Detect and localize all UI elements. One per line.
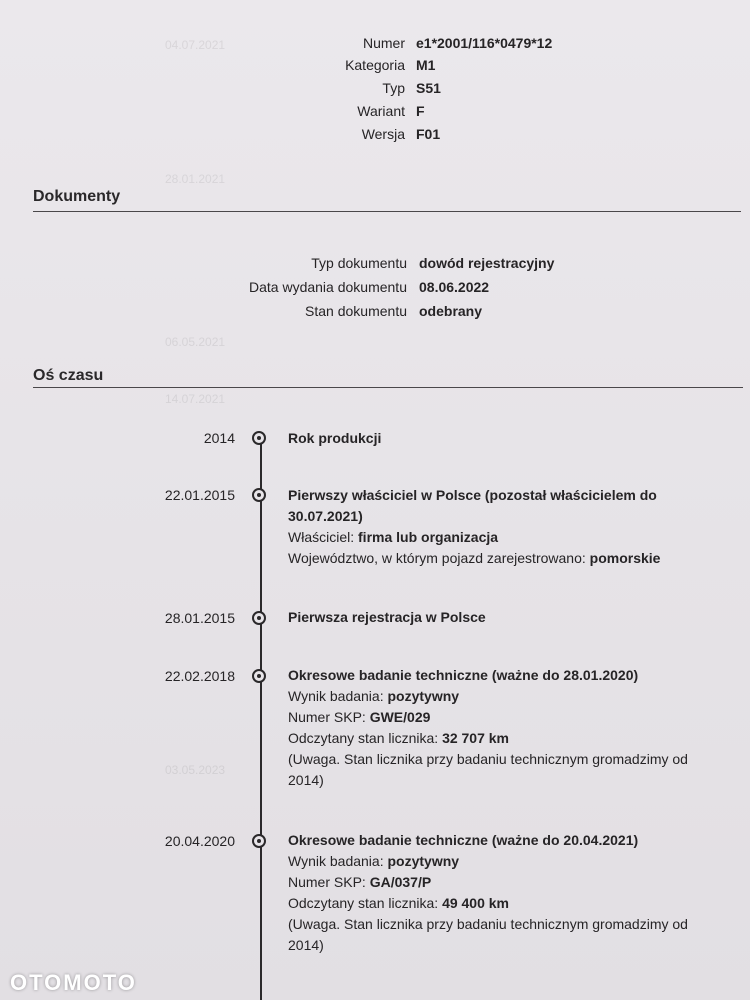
detail-label: Numer SKP: bbox=[288, 874, 370, 890]
detail-value: GA/037/P bbox=[369, 874, 432, 890]
detail-label: Wynik badania: bbox=[288, 688, 388, 704]
timeline-event-detail bbox=[288, 527, 718, 548]
detail-value: 32 707 km bbox=[442, 730, 510, 746]
timeline-marker-icon bbox=[252, 669, 266, 683]
timeline-marker-icon bbox=[252, 834, 266, 848]
detail-label: Odczytany stan licznika: bbox=[288, 730, 443, 746]
timeline-event-date: 22.01.2015 bbox=[164, 487, 235, 503]
timeline-event bbox=[288, 607, 718, 628]
document-status-label: Stan dokumentu bbox=[305, 303, 407, 319]
detail-value: pozytywny bbox=[387, 688, 460, 704]
detail-value: firma lub organizacja bbox=[358, 529, 499, 545]
timeline-event-title: Pierwszy właściciel w Polsce (pozostał właścicielem do 30.07.2021) bbox=[288, 487, 657, 524]
detail-value: 49 400 km bbox=[442, 895, 510, 911]
document-issue-date-label: Data wydania dokumentu bbox=[249, 279, 407, 295]
timeline-event-note: (Uwaga. Stan licznika przy badaniu technicznym gromadzimy od 2014) bbox=[288, 916, 688, 953]
timeline-event-title: Okresowe badanie techniczne (ważne do 20.04.2021) bbox=[288, 832, 639, 848]
detail-label: Numer SKP: bbox=[288, 709, 370, 725]
timeline-divider bbox=[33, 387, 743, 388]
timeline-axis bbox=[260, 440, 262, 1000]
timeline-event-date: 2014 bbox=[203, 430, 235, 446]
detail-value: pozytywny bbox=[387, 853, 460, 869]
timeline-event-detail bbox=[288, 872, 718, 893]
document-issue-date-value: 08.06.2022 bbox=[419, 279, 490, 295]
timeline-event bbox=[288, 485, 718, 569]
vehicle-info bbox=[0, 32, 750, 152]
vehicle-number-value: e1*2001/116*0479*12 bbox=[416, 35, 553, 51]
vehicle-number-label: Numer bbox=[362, 35, 405, 51]
documents-info bbox=[0, 252, 750, 324]
timeline-event-detail bbox=[288, 548, 718, 569]
detail-label: Wynik badania: bbox=[288, 853, 388, 869]
documents-heading: Dokumenty bbox=[33, 188, 121, 205]
vehicle-version-value: F01 bbox=[416, 126, 441, 142]
document-status-value: odebrany bbox=[419, 303, 483, 319]
timeline-event-title: Pierwsza rejestracja w Polsce bbox=[288, 609, 486, 625]
detail-label: Odczytany stan licznika: bbox=[288, 895, 443, 911]
vehicle-category-value: M1 bbox=[416, 57, 436, 73]
vehicle-variant-label: Wariant bbox=[357, 103, 405, 119]
timeline-event bbox=[288, 830, 718, 956]
timeline-event-date: 22.02.2018 bbox=[164, 668, 235, 684]
vehicle-type-label: Typ bbox=[382, 80, 405, 96]
timeline-marker-icon bbox=[252, 488, 266, 502]
document-type-value: dowód rejestracyjny bbox=[419, 255, 555, 271]
detail-value: pomorskie bbox=[589, 550, 661, 566]
timeline-event-detail bbox=[288, 707, 718, 728]
detail-label: Województwo, w którym pojazd zarejestrowano: bbox=[288, 550, 590, 566]
timeline-event-date: 20.04.2020 bbox=[164, 833, 235, 849]
vehicle-version-label: Wersja bbox=[361, 126, 405, 142]
timeline-marker-icon bbox=[252, 611, 266, 625]
timeline-event bbox=[288, 665, 718, 791]
timeline-event-date: 28.01.2015 bbox=[164, 610, 235, 626]
timeline-event-detail bbox=[288, 851, 718, 872]
vehicle-variant-value: F bbox=[416, 103, 425, 119]
timeline-event bbox=[288, 428, 718, 449]
document-page: 04.07.2021 28.01.2021 06.05.2021 14.07.2021 03.05.2023 Numer e1*2001/116*0479*12 Kategoria M1 Typ S51 Wariant F Wersja F01 Dokumenty Typ dokumentu dowód rejestracyjny Data wydania dokumentu 08.06.2022 Stan dokumentu odebrany Oś czasu 2014 Rok produkcji 22.01.2015 Pierwszy właściciel w Polsce (pozostał właścicielem do 30.07.2021) Właściciel: firma lub organizacja Województwo, w którym pojazd zarejestrowano: pomorskie 28.01.2015 Pierwsza rejestracja w Polsce 22.02.2018 Okresowe badanie techniczne (ważne do 28.01.2020) Wynik badania: pozytywny Numer SKP: GWE/029 Odczytany stan licznika: 32 707 km (Uwaga. Stan licznika przy badaniu technicznym gromadzimy od 2014) 20.04.2020 Okresowe badanie techniczne (ważne do 20.04.2021) Wynik badania: pozytywny Numer SKP: GA/037/P Odczytany stan licznika: 49 400 km (Uwaga. Stan licznika przy badaniu technicznym gromadzimy od 2014) OTOMOTO bbox=[0, 0, 750, 1000]
timeline-marker-icon bbox=[252, 431, 266, 445]
timeline-event-title: Okresowe badanie techniczne (ważne do 28.01.2020) bbox=[288, 667, 639, 683]
timeline-event-note: (Uwaga. Stan licznika przy badaniu technicznym gromadzimy od 2014) bbox=[288, 751, 688, 788]
timeline-event-detail bbox=[288, 686, 718, 707]
document-type-label: Typ dokumentu bbox=[311, 255, 407, 271]
documents-divider bbox=[33, 211, 741, 212]
timeline-event-detail bbox=[288, 728, 718, 749]
timeline-heading: Oś czasu bbox=[33, 367, 104, 384]
vehicle-category-label: Kategoria bbox=[345, 57, 405, 73]
vehicle-type-value: S51 bbox=[416, 80, 441, 96]
detail-value: GWE/029 bbox=[369, 709, 431, 725]
otomoto-watermark: OTOMOTO bbox=[10, 970, 137, 995]
timeline-event-title: Rok produkcji bbox=[288, 430, 382, 446]
timeline-event-detail bbox=[288, 893, 718, 914]
detail-label: Właściciel: bbox=[288, 529, 359, 545]
